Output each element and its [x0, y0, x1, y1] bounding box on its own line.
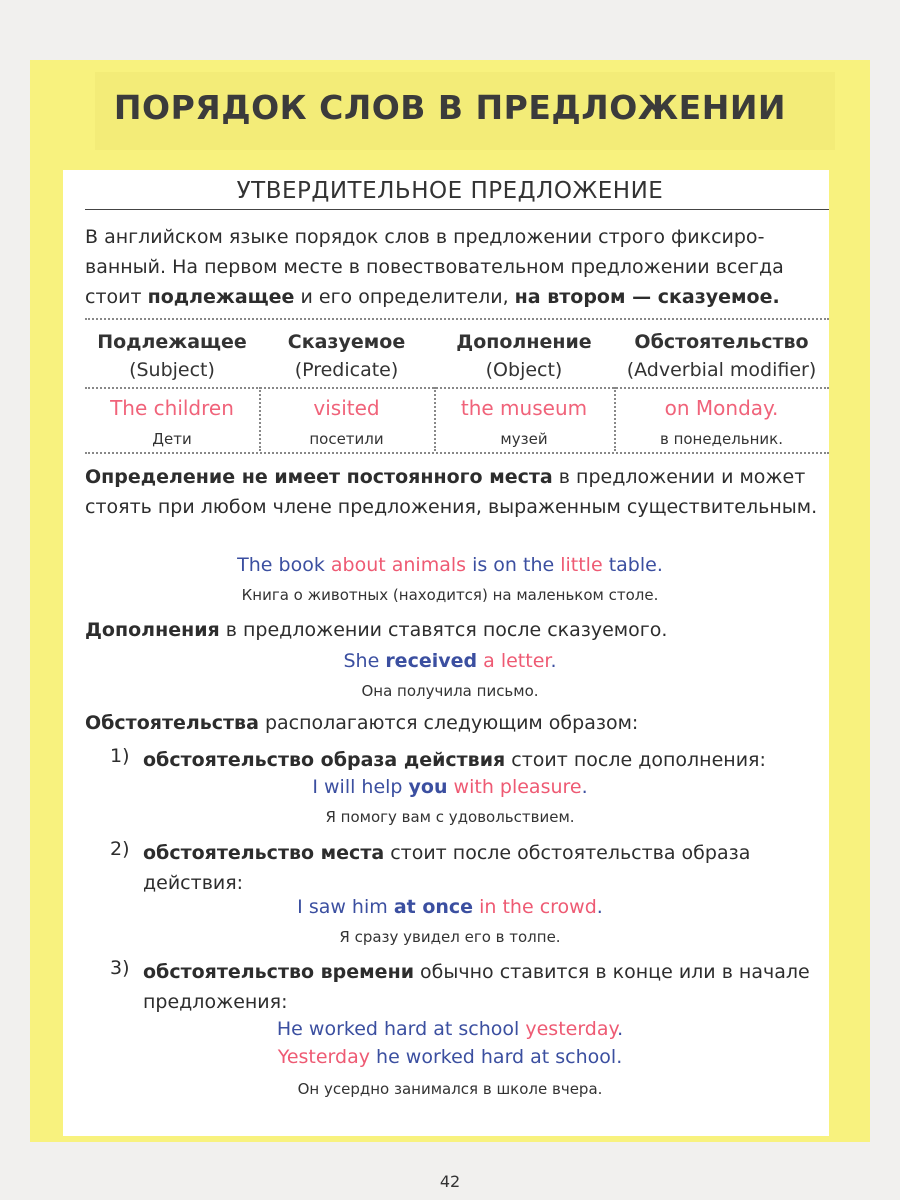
example-object: the museum [460, 396, 588, 420]
header-en: (Predicate) [294, 359, 399, 381]
translation-object: музей [500, 430, 548, 448]
objects-rest: в предложении ставятся после сказуемого. [219, 619, 668, 641]
header-name: Дополнение [456, 331, 592, 353]
example-part: little [560, 554, 603, 576]
intro-mid: и его определители, [294, 286, 515, 308]
item-number-3: 3) [110, 957, 130, 979]
example-part: . [617, 1018, 624, 1040]
example-part: I saw him [297, 896, 394, 918]
table-top-border [85, 318, 829, 320]
adverbial-item-2 [143, 838, 830, 898]
definition-paragraph [85, 462, 830, 522]
adverbial-translation-2: Я сразу увидел его в толпе. [339, 928, 561, 946]
adverbial-translation-3: Он усердно занимался в школе вчера. [297, 1080, 603, 1098]
item-number-1: 1) [110, 745, 130, 767]
example-part: you [408, 776, 448, 798]
item-bold: обстоятельство времени [143, 961, 415, 983]
header-en: (Subject) [129, 359, 215, 381]
item-rest: стоит после обстоятельства образа действия: [143, 842, 751, 894]
example-part: She [343, 650, 386, 672]
section-title-underline [85, 209, 829, 210]
adverbial-translation-1: Я помогу вам с удовольствием. [325, 808, 575, 826]
table-header-adverbial [614, 328, 829, 384]
example-predicate: visited [313, 396, 380, 420]
example-part: . [550, 650, 557, 672]
section-title: УТВЕРДИТЕЛЬНОЕ ПРЕДЛОЖЕНИЕ [236, 178, 664, 204]
example-adverbial: on Monday. [664, 396, 779, 420]
adverbial-example-1 [0, 776, 900, 798]
item-bold: обстоятельство места [143, 842, 385, 864]
example-part: . [581, 776, 588, 798]
table-header-border [85, 387, 829, 389]
adverbial-example-2 [0, 896, 900, 918]
example-part: I will help [312, 776, 409, 798]
objects-example [0, 650, 900, 672]
definition-bold: Определение не имеет постоянного места [85, 466, 553, 488]
objects-translation: Она получила письмо. [361, 682, 539, 700]
translation-subject: Дети [152, 430, 192, 448]
header-name: Подлежащее [97, 331, 247, 353]
intro-bold-subject: подлежащее [147, 286, 295, 308]
table-header-subject [85, 328, 259, 384]
example-part: . [596, 896, 603, 918]
example-part: is on the [466, 554, 561, 576]
example-part: a letter [483, 650, 551, 672]
adverbials-bold: Обстоятельства [85, 712, 259, 734]
item-number-2: 2) [110, 838, 130, 860]
definition-rest: в предложении и может стоять при любом члене предложения, выраженным существительным. [85, 466, 818, 518]
example-part: with pleasure [453, 776, 582, 798]
header-en: (Adverbial modifier) [626, 359, 817, 381]
header-en: (Object) [485, 359, 563, 381]
example-subject: The children [110, 396, 234, 420]
objects-paragraph [85, 615, 830, 645]
example-part: The book [237, 554, 331, 576]
example-part: about animals [330, 554, 467, 576]
translation-adverbial: в понедельник. [659, 430, 784, 448]
item-rest: стоит после дополнения: [505, 749, 766, 771]
example-part: he worked hard at school. [369, 1046, 623, 1068]
intro-bold-predicate: на втором — сказуемое. [514, 286, 780, 308]
example-part: table. [602, 554, 663, 576]
adverbials-paragraph [85, 708, 830, 738]
intro-paragraph [85, 222, 830, 312]
item-rest: обычно ставится в конце или в начале предложения: [143, 961, 810, 1013]
header-name: Сказуемое [287, 331, 406, 353]
translation-predicate: посетили [309, 430, 384, 448]
adverbial-item-3 [143, 957, 830, 1017]
example-part: in the crowd [479, 896, 597, 918]
table-bottom-border [85, 452, 829, 454]
adverbial-example-3b [0, 1046, 900, 1068]
example-part: received [385, 650, 478, 672]
example-part: Yesterday [277, 1046, 370, 1068]
example-part: at once [393, 896, 474, 918]
adverbial-example-3a [0, 1018, 900, 1040]
example-part: He worked hard at school [276, 1018, 526, 1040]
intro-text: В английском языке порядок слов в предложении строго фиксированный. На первом месте в повествовательном предложении всегда стоит [85, 226, 784, 308]
page-title: ПОРЯДОК СЛОВ В ПРЕДЛОЖЕНИИ [113, 88, 787, 127]
objects-bold: Дополнения [85, 619, 220, 641]
example-part: yesterday [525, 1018, 618, 1040]
adverbials-rest: располагаются следующим образом: [258, 712, 639, 734]
header-name: Обстоятельство [634, 331, 809, 353]
definition-translation: Книга о животных (находится) на маленьком столе. [241, 586, 659, 604]
page-number: 42 [439, 1172, 461, 1191]
table-header-predicate [259, 328, 434, 384]
table-header-object [434, 328, 614, 384]
item-bold: обстоятельство образа действия [143, 749, 506, 771]
adverbial-item-1 [143, 745, 830, 775]
definition-example [0, 554, 900, 576]
